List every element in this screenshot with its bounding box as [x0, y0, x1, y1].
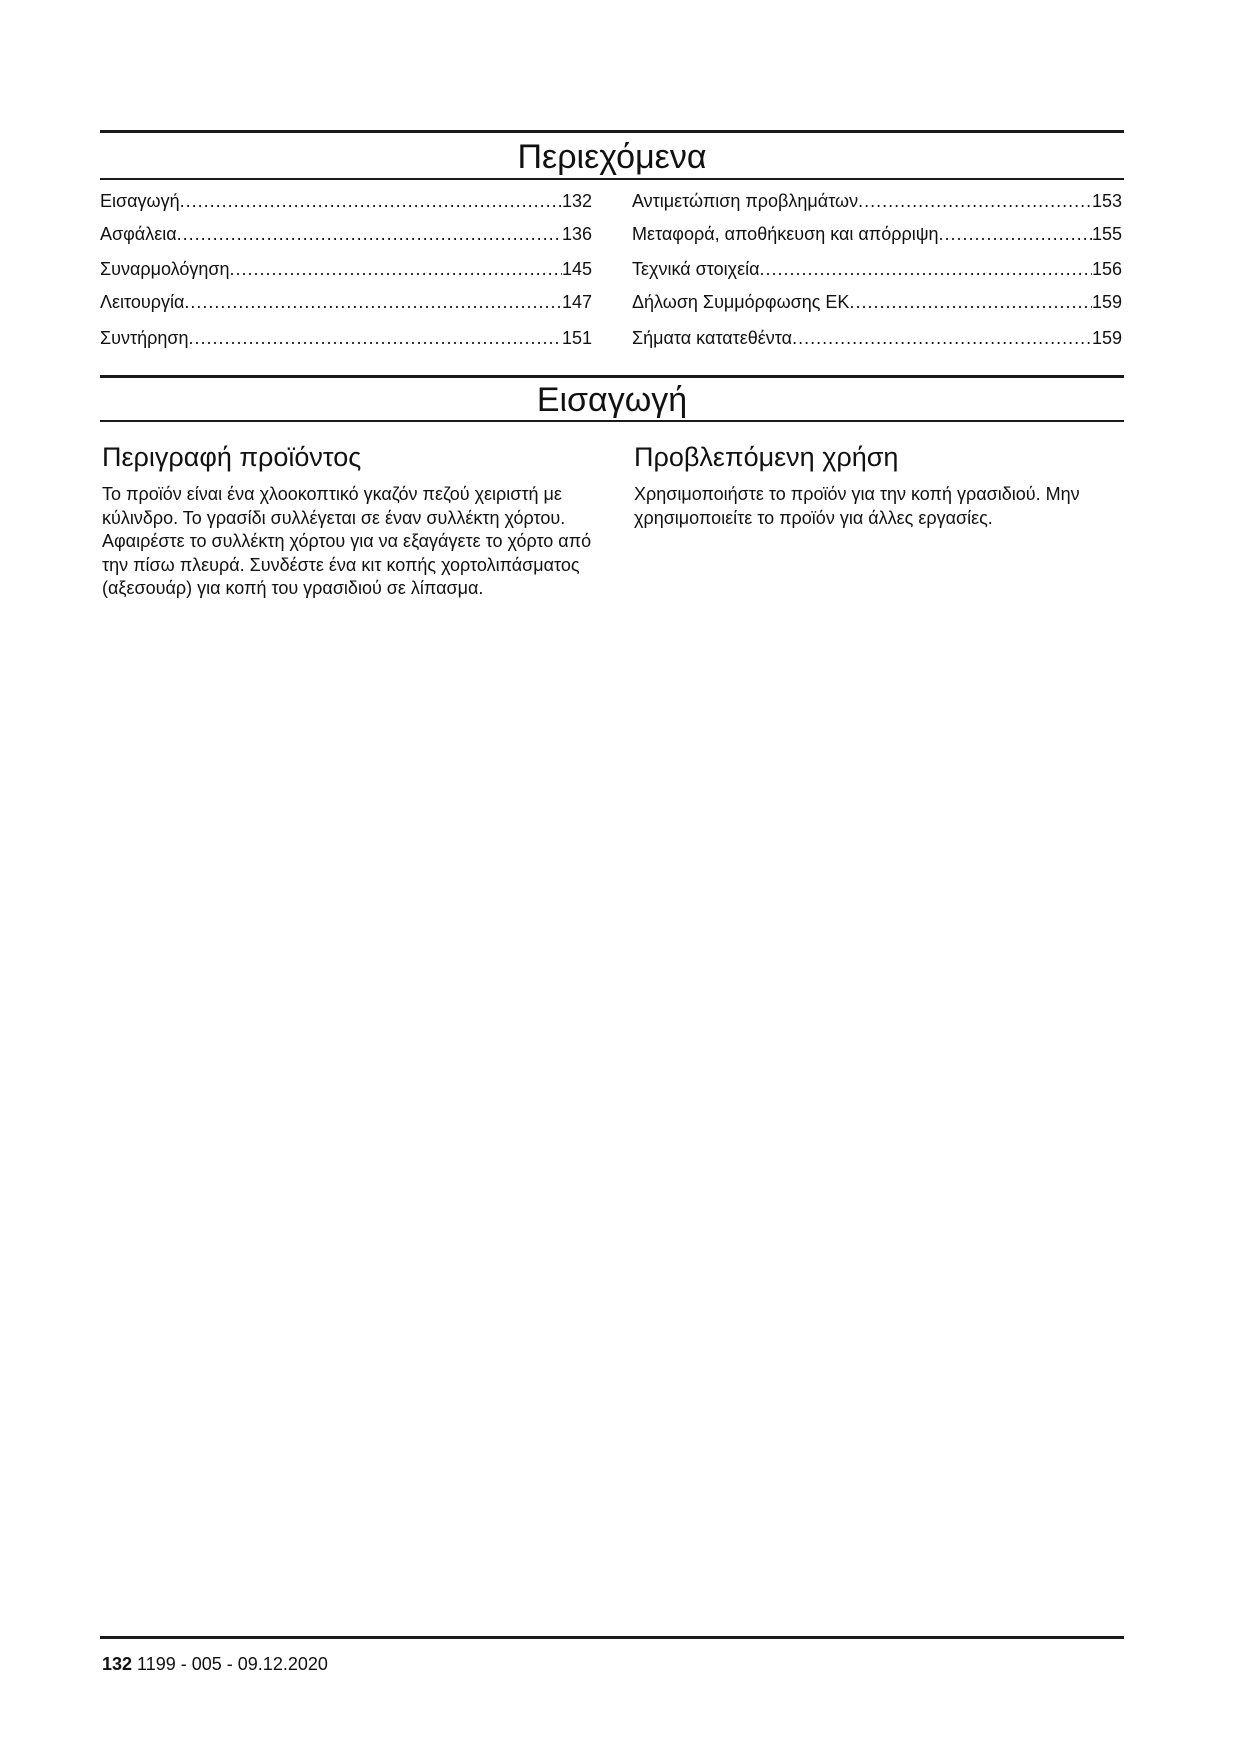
toc-entry[interactable] [632, 256, 1122, 282]
toc-entry[interactable] [100, 188, 592, 214]
toc-entry-page: 159 [1091, 292, 1122, 312]
intended-use-heading: Προβλεπόμενη χρήση [634, 442, 899, 472]
toc-entry-page: 156 [1091, 259, 1122, 279]
toc-entry[interactable] [100, 325, 592, 351]
toc-dot-leader [184, 289, 562, 315]
toc-dot-leader [177, 221, 562, 247]
toc-entry[interactable] [100, 289, 592, 315]
toc-entry-page: 147 [561, 292, 592, 312]
toc-dot-leader [230, 256, 562, 282]
toc-title: Περιεχόμενα [517, 138, 707, 176]
toc-entry-page: 132 [561, 191, 592, 211]
product-description-heading: Περιγραφή προϊόντος [102, 442, 362, 472]
toc-entry[interactable] [632, 289, 1122, 315]
page-footer [102, 1652, 328, 1676]
toc-entry[interactable] [632, 325, 1122, 351]
toc-entry-page: 159 [1091, 328, 1122, 348]
toc-dot-leader [760, 256, 1092, 282]
toc-entry-page: 153 [1091, 191, 1122, 211]
toc-entry[interactable] [100, 221, 592, 247]
table-of-contents [100, 188, 1124, 368]
footer-doc-info: 1199 - 005 - 09.12.2020 [132, 1654, 328, 1674]
toc-entry-page: 145 [561, 259, 592, 279]
intended-use-text: Χρησιμοποιήστε το προϊόν για την κοπή γρασιδιού. Μην χρησιμοποιείτε το προϊόν για άλλες εργασίες. [634, 484, 1080, 528]
toc-dot-leader [792, 325, 1092, 351]
toc-entry-label: Εισαγωγή [100, 191, 180, 211]
toc-bottom-rule [100, 178, 1124, 180]
toc-top-rule [100, 130, 1124, 133]
toc-entry-label: Συναρμολόγηση [100, 259, 230, 279]
product-description-text: Το προϊόν είναι ένα χλοοκοπτικό γκαζόν πεζού χειριστή με κύλινδρο. Το γρασίδι συλλέγεται σε έναν συλλέκτη χόρτου. Αφαιρέστε το συλλέκτη χόρτου για να εξαγάγετε το χόρτο από την πίσω πλευρά. Συνδέστε ένα κιτ κοπής χορτολιπάσματος (αξεσουάρ) για κοπή του γρασιδιού σε λίπασμα. [102, 484, 592, 598]
toc-entry-label: Δήλωση Συμμόρφωσης ΕΚ [632, 292, 850, 312]
toc-dot-leader [180, 188, 562, 214]
footer-page-number: 132 [102, 1654, 133, 1674]
toc-dot-leader [849, 289, 1092, 315]
toc-entry-label: Τεχνικά στοιχεία [632, 259, 760, 279]
toc-entry-label: Ασφάλεια [100, 224, 177, 244]
intro-bottom-rule [100, 420, 1124, 422]
intro-top-rule [100, 375, 1124, 378]
toc-entry[interactable] [100, 256, 592, 282]
toc-entry-page: 155 [1091, 224, 1122, 244]
toc-entry-page: 136 [561, 224, 592, 244]
toc-dot-leader [939, 221, 1092, 247]
toc-entry-label: Μεταφορά, αποθήκευση και απόρριψη [632, 224, 939, 244]
toc-entry[interactable] [632, 221, 1122, 247]
toc-entry-page: 151 [561, 328, 592, 348]
footer-rule [100, 1636, 1124, 1639]
toc-entry-label: Λειτουργία [100, 292, 185, 312]
toc-dot-leader [188, 325, 561, 351]
toc-dot-leader [858, 188, 1092, 214]
toc-entry[interactable] [632, 188, 1122, 214]
toc-entry-label: Σήματα κατατεθέντα [632, 328, 793, 348]
toc-entry-label: Αντιμετώπιση προβλημάτων [632, 191, 859, 211]
intro-title: Εισαγωγή [536, 381, 688, 419]
toc-entry-label: Συντήρηση [100, 328, 189, 348]
